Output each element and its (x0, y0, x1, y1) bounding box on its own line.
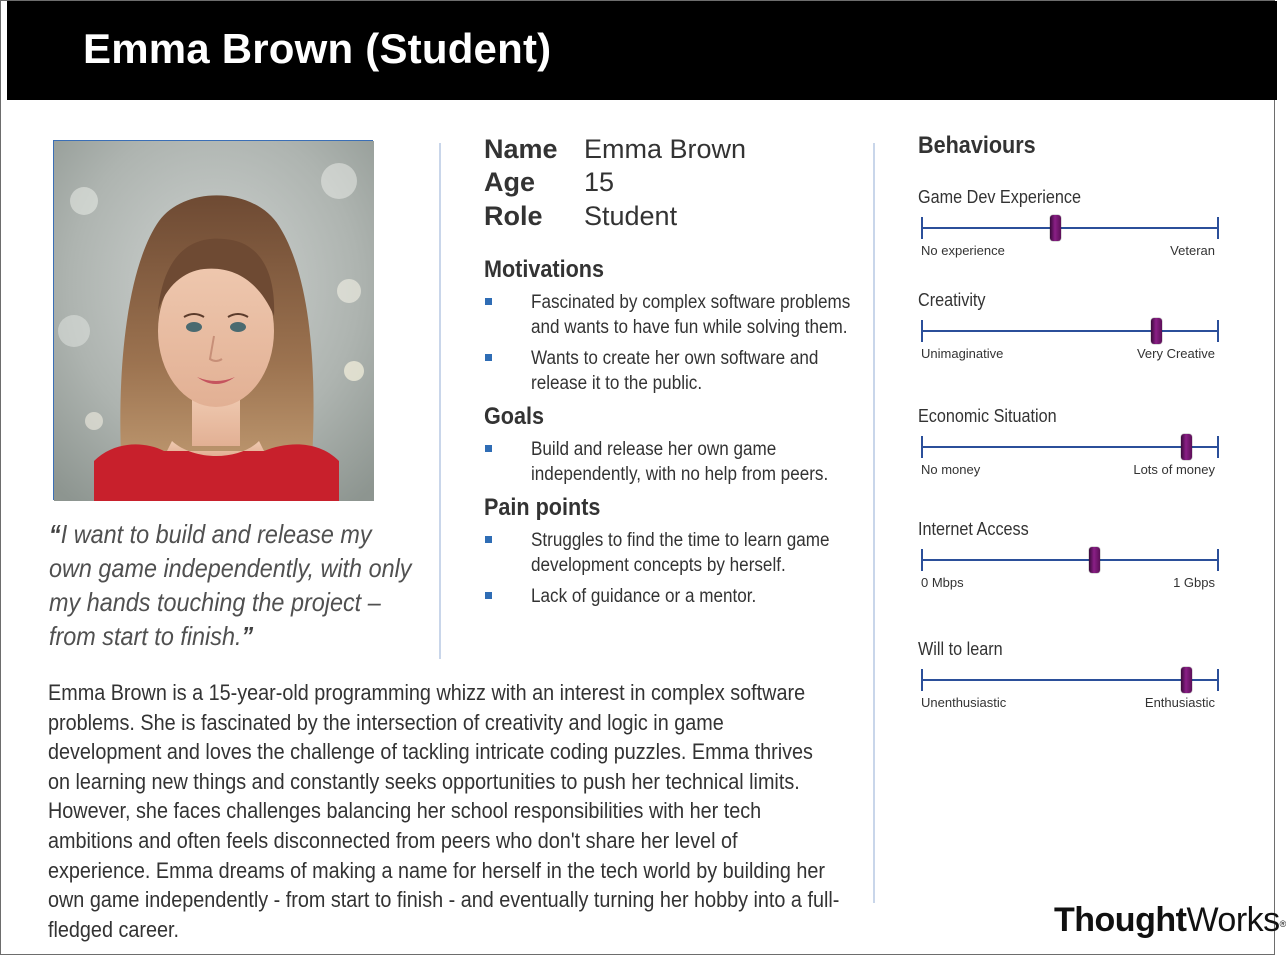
slider-knob (1050, 215, 1061, 241)
slider-track-end-tick (1217, 669, 1219, 691)
slider-track-line (921, 679, 1219, 681)
slider-track-end-tick (1217, 217, 1219, 239)
name-label: Name (484, 134, 558, 164)
slider-track-line (921, 330, 1219, 332)
slider-track-end-tick (1217, 320, 1219, 342)
slider-creativity (921, 320, 1219, 342)
slider-economic-situation (921, 436, 1219, 458)
motivations-heading: Motivations (484, 256, 605, 283)
slider-internet-access (921, 549, 1219, 571)
thoughtworks-logo (1054, 901, 1286, 940)
pain-points-heading: Pain points (484, 494, 601, 521)
slider-track-start-tick (921, 217, 923, 239)
slider-high-label: Very Creative (1136, 346, 1215, 361)
persona-bio: Emma Brown is a 15-year-old programming whizz with an interest in complex software problems. She is fascinated by the intersection of creativity and logic in game development and loves the challenge of tackling intricate coding puzzles. Emma thrives on learning new things and constantly seeks opportunities to push her technical limits. However, she faces challenges balancing her school responsibilities with her tech ambitions and often feels disconnected from peers who don't share her level of experience. Emma dreams of making a name for herself in the tech world by building her own game independently - from start to finish - and eventually turning her hobby into a full-fledged career. (48, 680, 840, 942)
page-title: Emma Brown (Student) (83, 25, 552, 72)
slider-knob (1151, 318, 1162, 344)
slider-high-label: 1 Gbps (1173, 575, 1215, 590)
pain-point-item: Lack of guidance or a mentor. (531, 586, 757, 607)
slider-track-start-tick (921, 436, 923, 458)
slider-knob (1181, 434, 1192, 460)
slider-label-will-to-learn: Will to learn (918, 639, 1003, 659)
motivation-item: Wants to create her own software and release it to the public. (531, 348, 819, 394)
logo-bold-part: Thought (1054, 901, 1187, 939)
slider-track-line (921, 559, 1219, 561)
slider-will-to-learn (921, 669, 1219, 691)
column-divider-right (873, 143, 875, 903)
header-bar (7, 1, 1277, 100)
quote-open-mark: “ (49, 519, 61, 549)
slider-low-label: Unimaginative (921, 346, 1004, 361)
slider-high-label: Lots of money (1133, 462, 1215, 477)
slider-low-label: Unenthusiastic (921, 695, 1007, 710)
slider-label-internet-access: Internet Access (918, 519, 1029, 539)
age-value: 15 (584, 167, 615, 197)
slider-track-end-tick (1217, 549, 1219, 571)
logo-registered-mark: ® (1279, 919, 1286, 929)
slider-label-creativity: Creativity (918, 290, 986, 310)
role-value: Student (584, 201, 678, 231)
slider-track-line (921, 446, 1219, 448)
bullet-marker (485, 592, 492, 599)
slider-knob (1089, 547, 1100, 573)
slider-track-start-tick (921, 669, 923, 691)
slider-track-line (921, 227, 1219, 229)
slider-high-label: Veteran (1170, 243, 1215, 258)
bullet-marker (485, 354, 492, 361)
slider-high-label: Enthusiastic (1144, 695, 1215, 710)
slider-low-label: No experience (921, 243, 1005, 258)
age-label: Age (484, 167, 536, 197)
quote-close-mark: ” (241, 621, 254, 651)
slider-track-end-tick (1217, 436, 1219, 458)
pain-point-item: Struggles to find the time to learn game development concepts by herself. (531, 530, 830, 576)
goals-heading: Goals (484, 403, 545, 430)
logo-regular-part: Works (1186, 901, 1280, 939)
bullet-marker (485, 536, 492, 543)
slider-track-start-tick (921, 320, 923, 342)
motivation-item: Fascinated by complex software problems and wants to have fun while solving them. (531, 292, 851, 338)
slider-track-start-tick (921, 549, 923, 571)
column-divider-left (439, 143, 441, 659)
quote-text: I want to build and release my own game independently, with only my hands touching the project – from start to finish. (49, 519, 412, 651)
behaviours-heading: Behaviours (918, 132, 1036, 159)
bullet-marker (485, 445, 492, 452)
goal-item: Build and release her own game independently, with no help from peers. (531, 439, 829, 485)
persona-photo (53, 140, 373, 500)
slider-low-label: No money (921, 462, 981, 477)
slider-knob (1181, 667, 1192, 693)
slider-low-label: 0 Mbps (921, 575, 964, 590)
name-value: Emma Brown (584, 134, 747, 164)
slider-game-dev-experience (921, 217, 1219, 239)
bullet-marker (485, 298, 492, 305)
persona-quote (49, 517, 418, 653)
slider-label-economic-situation: Economic Situation (918, 406, 1057, 426)
slider-label-game-dev-experience: Game Dev Experience (918, 187, 1081, 207)
role-label: Role (484, 201, 543, 231)
